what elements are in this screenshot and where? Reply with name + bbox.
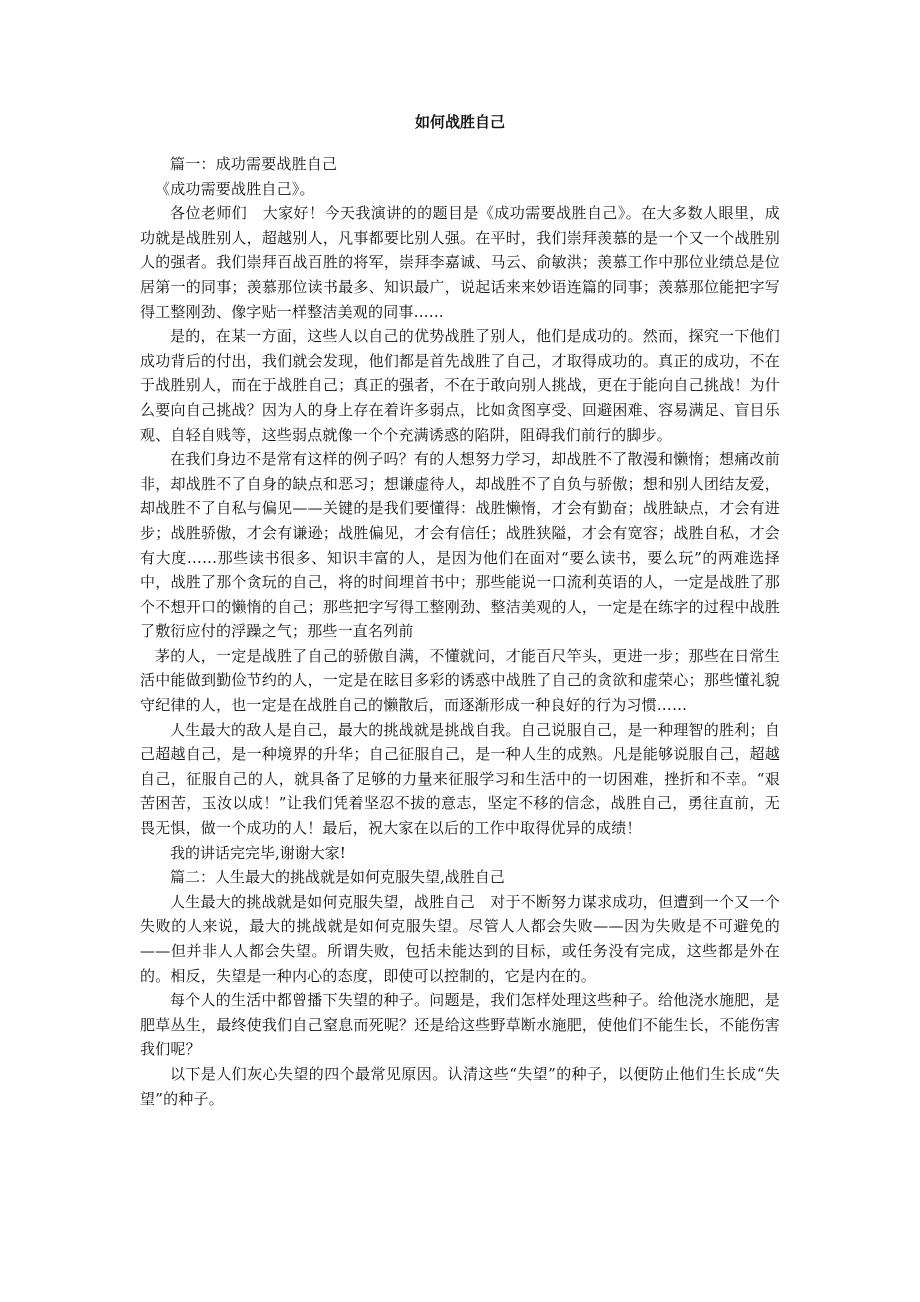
document-body [140, 152, 780, 1111]
document-page [140, 110, 780, 1111]
paragraph-speech-title: 《成功需要战胜自己》。 [155, 179, 315, 198]
paragraph-overcome-disappointment: 人生最大的挑战就是如何克服失望，战胜自己 对于不断努力谋求成功，但遭到一个又一个失败的人来说，最大的挑战就是如何克服失望。尽管人人都会失败——因为失败是不可避免的——但并非人人都会失望。所谓失败，包括未能达到的目标，或任务没有完成，这些都是外在的。相反，失望是一种内心的态度，即使可以控制的，它是内在的。 [140, 892, 780, 985]
paragraph-true-success: 是的，在某一方面，这些人以自己的优势战胜了别人，他们是成功的。然而，探究一下他们成功背后的付出，我们就会发现，他们都是首先战胜了自己，才取得成功的。真正的成功，不在于战胜别人，而在于战胜自己；真正的强者，不在于敢向别人挑战，更在于能向自己挑战！为什么要向自己挑战？因为人的身上存在着许多弱点，比如贪图享受、回避困难、容易满足、盲目乐观、自轻自贱等，这些弱点就像一个个充满诱惑的陷阱，阻碍我们前行的脚步。 [140, 327, 780, 444]
paragraph-examples-continued: 茅的人，一定是战胜了自己的骄傲自满，不懂就问，才能百尺竿头，更进一步；那些在日常生活中能做到勤俭节约的人，一定是在眩目多彩的诱惑中战胜了自己的贪欲和虚荣心；那些懂礼貌守纪律的人，也一定是在战胜自己的懒散后，而逐渐形成一种良好的行为习惯…… [140, 646, 780, 715]
paragraph-section-one-heading: 篇一：成功需要战胜自己 [170, 155, 338, 173]
paragraph-closing: 我的讲话完完毕,谢谢大家! [170, 843, 346, 862]
paragraph-four-causes: 以下是人们灰心失望的四个最常见原因。认清这些“失望”的种子，以便防止他们生长成“失望”的种子。 [140, 1064, 780, 1108]
paragraph-greatest-enemy: 人生最大的敌人是自己，最大的挑战就是挑战自我。自己说服自己，是一种理智的胜利；自己超越自己，是一种境界的升华；自己征服自己，是一种人生的成熟。凡是能够说服自己，超越自己，征服自己的人，就具备了足够的力量来征服学习和生活中的一切困难，挫折和不幸。“艰苦困苦，玉汝以成！”让我们凭着坚忍不拔的意志，坚定不移的信念，战胜自己，勇往直前，无畏无惧，做一个成功的人！最后，祝大家在以后的工作中取得优异的成绩！ [140, 720, 780, 838]
paragraph-section-two-heading: 篇二：人生最大的挑战就是如何克服失望,战胜自己 [170, 868, 505, 887]
document-title: 如何战胜自己 [414, 113, 505, 131]
paragraph-greeting: 各位老师们 大家好！今天我演讲的的题目是《成功需要战胜自己》。在大多数人眼里，成功就是战胜别人，超越别人，凡事都要比别人强。在平时，我们崇拜羡慕的是一个又一个战胜别人的强者。我们崇拜百战百胜的将军，崇拜李嘉诚、马云、俞敏洪；羡慕工作中那位业绩总是位居第一的同事；羡慕那位读书最多、知识最广，说起话来来妙语连篇的同事；羡慕那位能把字写得工整刚劲、像字贴一样整洁美观的同事…… [140, 204, 780, 321]
paragraph-seeds-of-disappointment: 每个人的生活中都曾播下失望的种子。问题是，我们怎样处理这些种子。给他浇水施肥，是肥草丛生，最终使我们自己窒息而死呢？还是给这些野草断水施肥，使他们不能生长，不能伤害我们呢？ [140, 991, 780, 1059]
paragraph-examples: 在我们身边不是常有这样的例子吗？有的人想努力学习，却战胜不了散漫和懒惰；想痛改前非，却战胜不了自身的缺点和恶习；想谦虚待人，却战胜不了自负与骄傲；想和别人团结友爱，却战胜不了自私与偏见——关键的是我们要懂得：战胜懒惰，才会有勤奋；战胜缺点，才会有进步；战胜骄傲，才会有谦逊；战胜偏见，才会有信任；战胜狭隘，才会有宽容；战胜自私，才会有大度……那些读书很多、知识丰富的人，是因为他们在面对“要么读书，要么玩”的两难选择中，战胜了那个贪玩的自己，将的时间埋首书中；那些能说一口流利英语的人，一定是战胜了那个不想开口的懒惰的自己；那些把字写得工整刚劲、整洁美观的人，一定是在练字的过程中战胜了敷衍应付的浮躁之气；那些一直名列前 [140, 450, 780, 641]
